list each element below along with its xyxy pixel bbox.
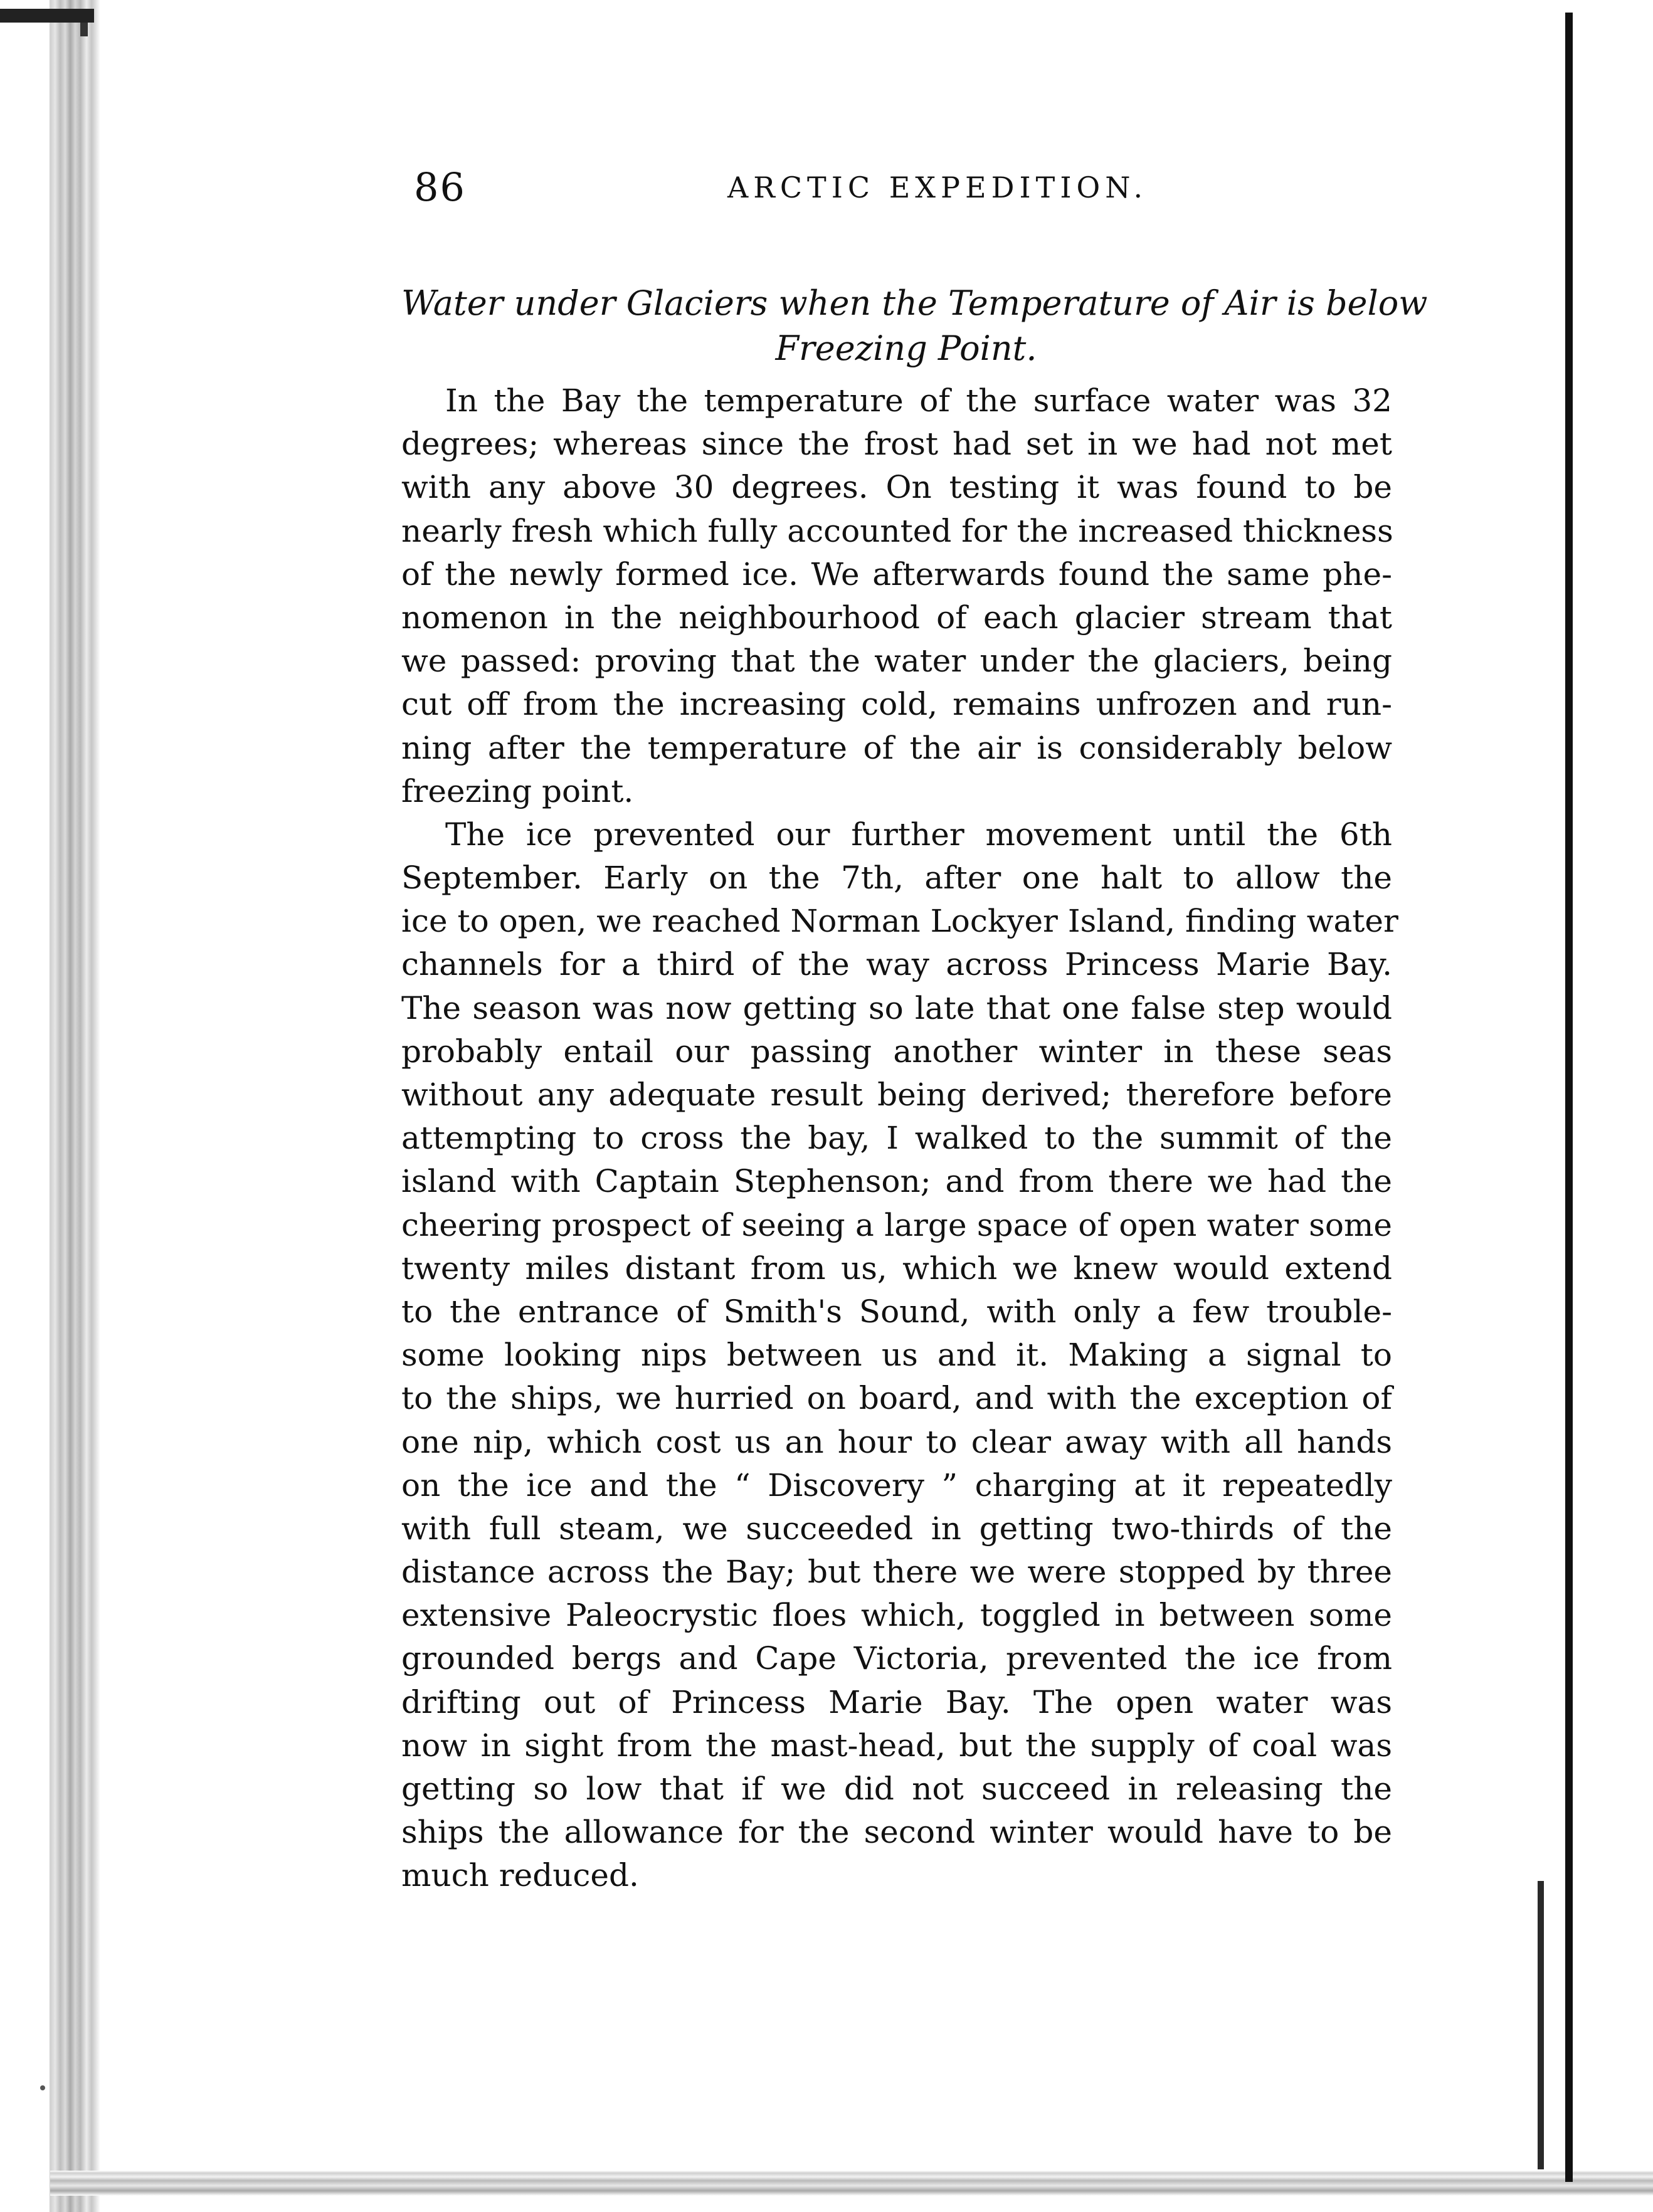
scan-edge-notch bbox=[80, 23, 88, 36]
text-line: ships the allowance for the second winter would have to be bbox=[401, 1814, 1392, 1851]
text-line: freezing point. bbox=[401, 772, 634, 809]
section-heading-line: Freezing Point. bbox=[775, 329, 1037, 368]
text-line: The season was now getting so late that one false step would bbox=[401, 989, 1392, 1026]
running-title: ARCTIC EXPEDITION. bbox=[727, 171, 1148, 204]
text-line: some looking nips between us and it. Making a signal to bbox=[401, 1337, 1392, 1374]
text-line: distance across the Bay; but there we were stopped by three bbox=[401, 1554, 1392, 1591]
text-line: degrees; whereas since the frost had set in we had not met bbox=[401, 426, 1392, 463]
running-head bbox=[414, 164, 1392, 233]
text-line: channels for a third of the way across Princess Marie Bay. bbox=[401, 946, 1392, 983]
text-line: grounded bergs and Cape Victoria, prevented the ice from bbox=[401, 1640, 1392, 1677]
text-line: probably entail our passing another winter in these seas bbox=[401, 1033, 1392, 1070]
book-left-edge bbox=[0, 0, 100, 2212]
body-text bbox=[401, 379, 1398, 1898]
text-line: we passed: proving that the water under the glaciers, being bbox=[401, 643, 1392, 680]
paragraph-1 bbox=[401, 379, 1392, 813]
scan-speck bbox=[40, 2085, 45, 2090]
text-line: The ice prevented our further movement until the 6th bbox=[445, 816, 1392, 853]
text-line: ning after the temperature of the air is considerably below bbox=[401, 729, 1392, 766]
text-line: to the ships, we hurried on board, and with the exception of bbox=[401, 1380, 1392, 1417]
text-line: now in sight from the mast-head, but the supply of coal was bbox=[401, 1727, 1392, 1764]
section-heading bbox=[401, 281, 1428, 371]
text-line: much reduced. bbox=[401, 1857, 639, 1894]
text-line: cheering prospect of seeing a large space of open water some bbox=[401, 1206, 1392, 1243]
text-line: with full steam, we succeeded in getting two-thirds of the bbox=[401, 1510, 1392, 1547]
text-line: with any above 30 degrees. On testing it was found to be bbox=[401, 469, 1392, 506]
text-line: on the ice and the “ Discovery ” charging at it repeatedly bbox=[401, 1467, 1392, 1504]
scan-edge-mark bbox=[0, 9, 94, 23]
text-line: drifting out of Princess Marie Bay. The open water was bbox=[401, 1683, 1392, 1720]
text-line: island with Captain Stephenson; and from there we had the bbox=[401, 1163, 1392, 1200]
text-line: ice to open, we reached Norman Lockyer Island, finding water bbox=[401, 903, 1398, 940]
text-line: nearly fresh which fully accounted for the increased thickness bbox=[401, 512, 1393, 549]
text-line: to the entrance of Smith's Sound, with only a few trouble- bbox=[401, 1293, 1392, 1330]
paragraph-2 bbox=[401, 813, 1398, 1898]
text-line: of the newly formed ice. We afterwards found the same phe- bbox=[401, 556, 1392, 592]
text-line: extensive Paleocrystic floes which, toggled in between some bbox=[401, 1597, 1392, 1634]
text-line: twenty miles distant from us, which we knew would extend bbox=[401, 1250, 1392, 1287]
text-line: one nip, which cost us an hour to clear away with all hands bbox=[401, 1423, 1392, 1460]
page-number: 86 bbox=[414, 164, 466, 210]
text-line: In the Bay the temperature of the surface water was 32 bbox=[445, 382, 1392, 419]
scan-right-spine bbox=[1538, 1881, 1544, 2169]
book-bottom-edge bbox=[50, 2171, 1653, 2196]
text-line: nomenon in the neighbourhood of each glacier stream that bbox=[401, 599, 1392, 636]
text-line: attempting to cross the bay, I walked to the summit of the bbox=[401, 1120, 1392, 1157]
scan-right-border bbox=[1565, 13, 1573, 2182]
text-line: September. Early on the 7th, after one halt to allow the bbox=[401, 860, 1392, 897]
text-line: without any adequate result being derived; therefore before bbox=[401, 1077, 1392, 1113]
text-line: getting so low that if we did not succeed in releasing the bbox=[401, 1771, 1392, 1807]
section-heading-line: Water under Glaciers when the Temperature of Air is below bbox=[401, 283, 1428, 323]
text-line: cut off from the increasing cold, remains unfrozen and run- bbox=[401, 686, 1392, 723]
